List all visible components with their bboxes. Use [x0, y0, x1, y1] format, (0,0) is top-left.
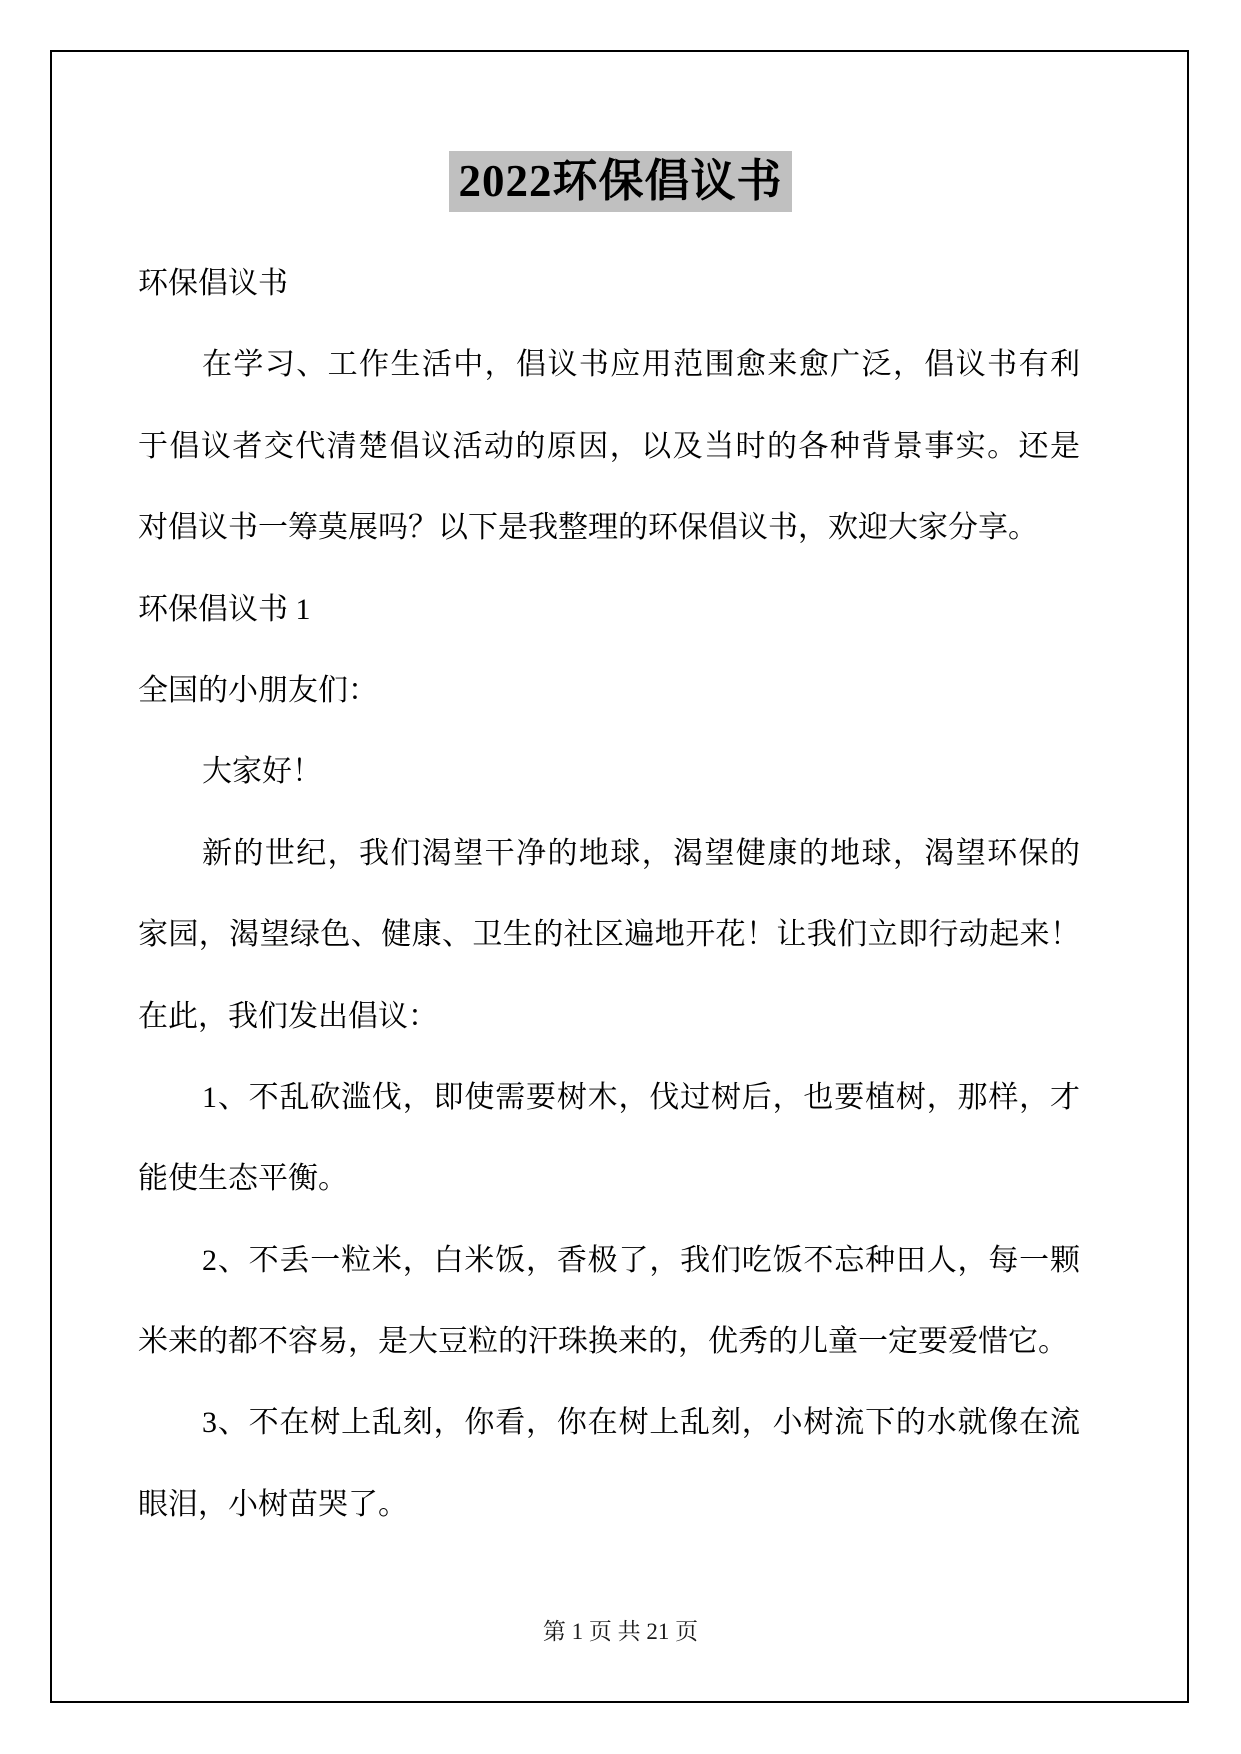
- document-body: [138, 243, 1080, 1545]
- paragraph: [138, 569, 1080, 650]
- page-footer: [0, 1611, 1241, 1653]
- text-line: 环保倡议书: [138, 267, 288, 300]
- paragraph: [138, 650, 1080, 731]
- text-line: 眼泪，小树苗哭了。: [138, 1487, 408, 1521]
- text-line: 家园，渴望绿色、健康、卫生的社区遍地开花！让我们立即行动起来！: [138, 918, 1080, 952]
- text-line: 全国的小朋友们：: [138, 673, 378, 707]
- document-title: 2022环保倡议书: [449, 151, 791, 212]
- text-line: 3、不在树上乱刻，你看，你在树上乱刻，小树流下的水就像在流: [202, 1406, 1080, 1440]
- document-title-row: [52, 151, 1189, 212]
- text-line: 能使生态平衡。: [138, 1162, 348, 1196]
- paragraph: [138, 1220, 1080, 1383]
- text-line: 大家好！: [202, 755, 322, 789]
- paragraph: [138, 1057, 1080, 1220]
- paragraph: [138, 324, 1080, 568]
- text-line: 在此，我们发出倡议：: [138, 999, 438, 1033]
- page-footer-text: 第 1 页 共 21 页: [542, 1619, 699, 1644]
- text-line: 新的世纪，我们渴望干净的地球，渴望健康的地球，渴望环保的: [202, 836, 1080, 870]
- paragraph: [138, 731, 1080, 812]
- text-line: 对倡议书一筹莫展吗？以下是我整理的环保倡议书，欢迎大家分享。: [138, 511, 1038, 545]
- text-line: 米来的都不容易，是大豆粒的汗珠换来的，优秀的儿童一定要爱惜它。: [138, 1325, 1068, 1359]
- paragraph: [138, 243, 1080, 324]
- text-line: 于倡议者交代清楚倡议活动的原因，以及当时的各种背景事实。还是: [138, 429, 1080, 463]
- text-line: 环保倡议书 1: [138, 592, 311, 626]
- paragraph: [138, 1382, 1080, 1545]
- text-line: 在学习、工作生活中，倡议书应用范围愈来愈广泛，倡议书有利: [202, 348, 1080, 382]
- paragraph: [138, 813, 1080, 1057]
- text-line: 1、不乱砍滥伐，即使需要树木，伐过树后，也要植树，那样，才: [202, 1080, 1080, 1114]
- text-line: 2、不丢一粒米，白米饭，香极了，我们吃饭不忘种田人，每一颗: [202, 1243, 1080, 1277]
